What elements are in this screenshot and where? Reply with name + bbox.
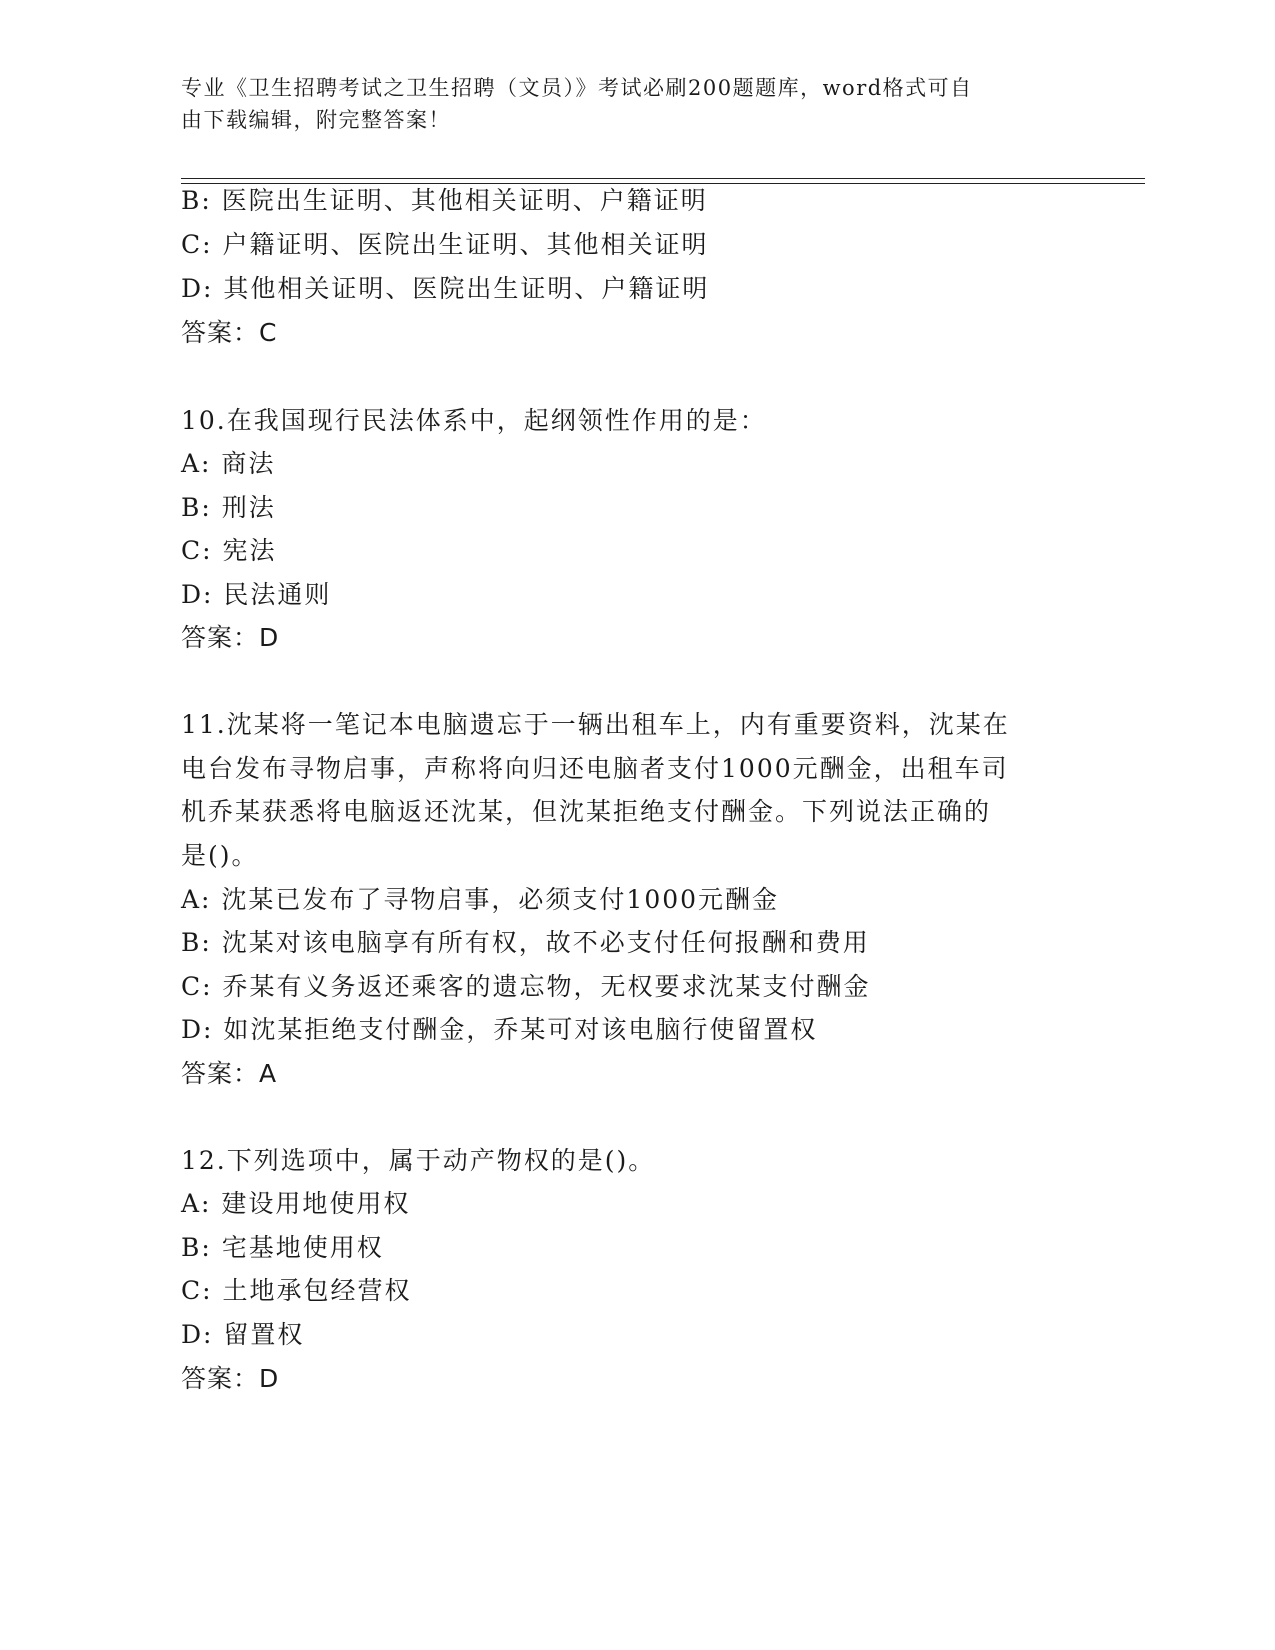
q12-option-d: D: 留置权 [181,1320,305,1349]
document-header [181,72,1061,136]
q9-answer: 答案：C [181,318,278,347]
q12-option-a: A: 建设用地使用权 [181,1189,411,1218]
q9-option-b: B: 医院出生证明、其他相关证明、户籍证明 [181,186,708,215]
q12-stem: 12.下列选项中，属于动产物权的是()。 [181,1146,656,1175]
q12-option-c: C: 土地承包经营权 [181,1276,412,1305]
header-line-1: 专业《卫生招聘考试之卫生招聘（文员）》考试必刷200题题库，word格式可自 [181,76,973,100]
q10-option-a: A: 商法 [181,449,276,478]
q10-stem: 10.在我国现行民法体系中，起纲领性作用的是： [181,406,767,435]
q10-option-b: B: 刑法 [181,493,276,522]
q12-answer: 答案：D [181,1364,280,1393]
q11-answer: 答案：A [181,1059,278,1088]
q11-stem-line-4: 是()。 [181,841,259,870]
q9-option-d: D: 其他相关证明、医院出生证明、户籍证明 [181,274,710,303]
q10-answer: 答案：D [181,623,280,652]
q10-option-d: D: 民法通则 [181,580,332,609]
q9-option-c: C: 户籍证明、医院出生证明、其他相关证明 [181,230,709,259]
q11-option-d: D: 如沈某拒绝支付酬金，乔某可对该电脑行使留置权 [181,1015,818,1044]
q11-option-a: A: 沈某已发布了寻物启事，必须支付1000元酬金 [181,885,780,914]
q11-stem-line-2: 电台发布寻物启事，声称将向归还电脑者支付1000元酬金，出租车司 [181,754,1009,783]
q11-stem-line-1: 11.沈某将一笔记本电脑遗忘于一辆出租车上，内有重要资料，沈某在 [181,710,1010,739]
q12-option-b: B: 宅基地使用权 [181,1233,384,1262]
q11-option-b: B: 沈某对该电脑享有所有权，故不必支付任何报酬和费用 [181,928,870,957]
q10-option-c: C: 宪法 [181,536,277,565]
header-line-2: 由下载编辑，附完整答案！ [181,108,451,132]
q11-option-c: C: 乔某有义务返还乘客的遗忘物，无权要求沈某支付酬金 [181,972,871,1001]
q11-stem-line-3: 机乔某获悉将电脑返还沈某，但沈某拒绝支付酬金。下列说法正确的 [181,797,992,826]
